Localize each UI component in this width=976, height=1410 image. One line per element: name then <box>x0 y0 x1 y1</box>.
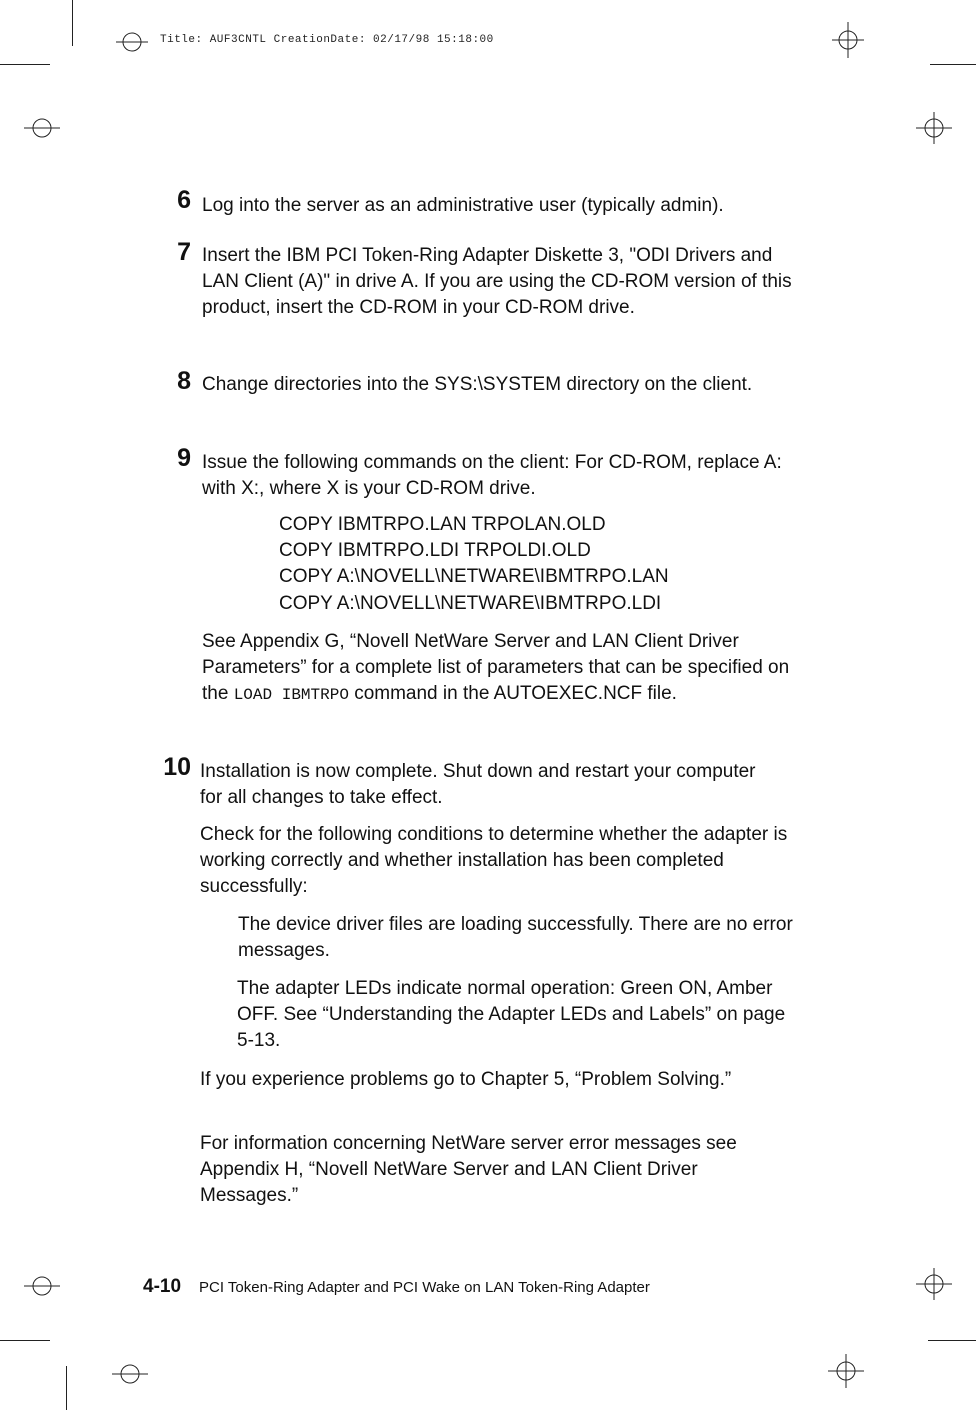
registration-mark-icon <box>830 20 866 60</box>
step-text: Change directories into the SYS:\SYSTEM directory on the client. <box>202 374 753 395</box>
creation-header: Title: AUF3CNTL CreationDate: 02/17/98 15:18:00 <box>160 34 494 46</box>
step-text: Installation is now complete. Shut down and restart your computer for all changes to take effect. <box>200 761 756 809</box>
command-line: COPY IBMTRPO.LDI TRPOLDI.OLD <box>279 540 591 562</box>
registration-mark-icon <box>22 1272 62 1300</box>
book-title: PCI Token-Ring Adapter and PCI Wake on LAN Token-Ring Adapter <box>199 1279 650 1296</box>
crop-mark <box>0 64 50 65</box>
step-text: Insert the IBM PCI Token-Ring Adapter Diskette 3, "ODI Drivers and LAN Client (A)" in drive A. If you are using the CD-ROM version of this product, insert the CD-ROM in your CD-ROM drive. <box>202 245 792 319</box>
page-footer <box>143 1276 650 1298</box>
registration-mark-icon <box>914 110 954 146</box>
crop-mark <box>72 0 73 46</box>
step-number: 7 <box>177 238 191 266</box>
parameter-note <box>202 629 792 709</box>
command-list <box>279 512 669 617</box>
page-number: 4-10 <box>143 1276 182 1297</box>
crop-mark <box>928 1340 976 1341</box>
problem-note: If you experience problems go to Chapter 5, “Problem Solving.” <box>200 1069 732 1090</box>
note-text: See Appendix G, “Novell NetWare Server and LAN Client Driver Parameters” for a complete list of parameters that can be specified on the <box>202 631 790 705</box>
registration-mark-icon <box>914 1266 954 1302</box>
crop-mark <box>0 1340 50 1341</box>
command-line: COPY A:\NOVELL\NETWARE\IBMTRPO.LDI <box>279 592 662 614</box>
step-number: 9 <box>177 444 191 472</box>
registration-mark-icon <box>110 1360 150 1388</box>
command-line: COPY A:\NOVELL\NETWARE\IBMTRPO.LAN <box>279 566 669 588</box>
registration-mark-icon <box>826 1352 866 1390</box>
crop-mark <box>930 64 976 65</box>
command-line: COPY IBMTRPO.LAN TRPOLAN.OLD <box>279 514 606 535</box>
info-note: For information concerning NetWare server error messages see Appendix H, “Novell NetWare Server and LAN Client Driver Messages.” <box>200 1133 737 1207</box>
note-command: LOAD IBMTRPO <box>233 686 349 705</box>
check-item: The device driver files are loading successfully. There are no error messages. <box>238 914 793 962</box>
step-number: 6 <box>177 186 191 214</box>
crop-mark <box>66 1366 67 1410</box>
check-intro: Check for the following conditions to determine whether the adapter is working correctly and whether installation has been completed successfully: <box>200 824 788 898</box>
registration-mark-icon <box>22 114 62 142</box>
step-number: 10 <box>163 753 191 781</box>
step-number: 8 <box>177 367 191 395</box>
registration-mark-icon <box>114 28 150 56</box>
step-text: Log into the server as an administrative user (typically admin). <box>202 195 724 216</box>
step-text: Issue the following commands on the client: For CD-ROM, replace A: with X:, where X is your CD-ROM drive. <box>202 452 782 500</box>
check-item: The adapter LEDs indicate normal operation: Green ON, Amber OFF. See “Understanding the Adapter LEDs and Labels” on page 5-13. <box>237 978 786 1052</box>
note-text: command in the AUTOEXEC.NCF file. <box>348 683 677 705</box>
